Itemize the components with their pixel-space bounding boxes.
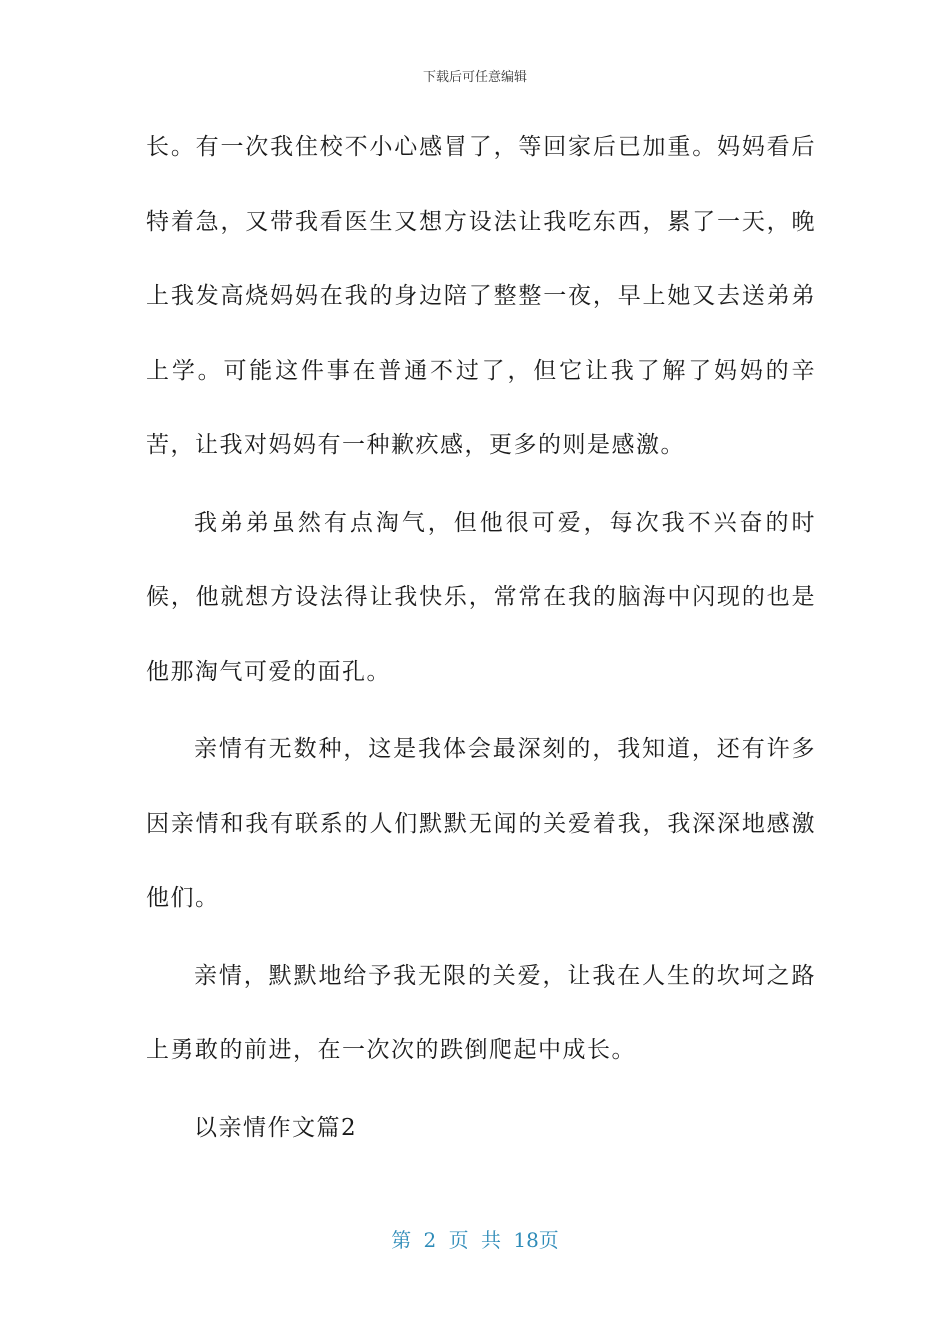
document-body	[146, 110, 816, 1165]
page-header: 下载后可任意编辑	[422, 70, 527, 85]
paragraph-2: 我弟弟虽然有点淘气，但他很可爱，每次我不兴奋的时候，他就想方设法得让我快乐，常常在我的脑海中闪现的也是他那淘气可爱的面孔。	[146, 509, 816, 685]
paragraph-1: 长。有一次我住校不小心感冒了，等回家后已加重。妈妈看后特着急，又带我看医生又想方设法让我吃东西，累了一天，晚上我发高烧妈妈在我的身边陪了整整一夜，早上她又去送弟弟上学。可能这件事在普通不过了，但它让我了解了妈妈的辛苦，让我对妈妈有一种歉疚感，更多的则是感激。	[146, 134, 816, 458]
section-heading: 以亲情作文篇2	[194, 1114, 358, 1141]
paragraph-3: 亲情有无数种，这是我体会最深刻的，我知道，还有许多因亲情和我有联系的人们默默无闻的关爱着我，我深深地感激他们。	[146, 736, 816, 911]
page-footer: 第 2 页 共 18页	[391, 1228, 559, 1252]
paragraph-4: 亲情，默默地给予我无限的关爱，让我在人生的坎坷之路上勇敢的前进，在一次次的跌倒爬起中成长。	[146, 962, 816, 1063]
